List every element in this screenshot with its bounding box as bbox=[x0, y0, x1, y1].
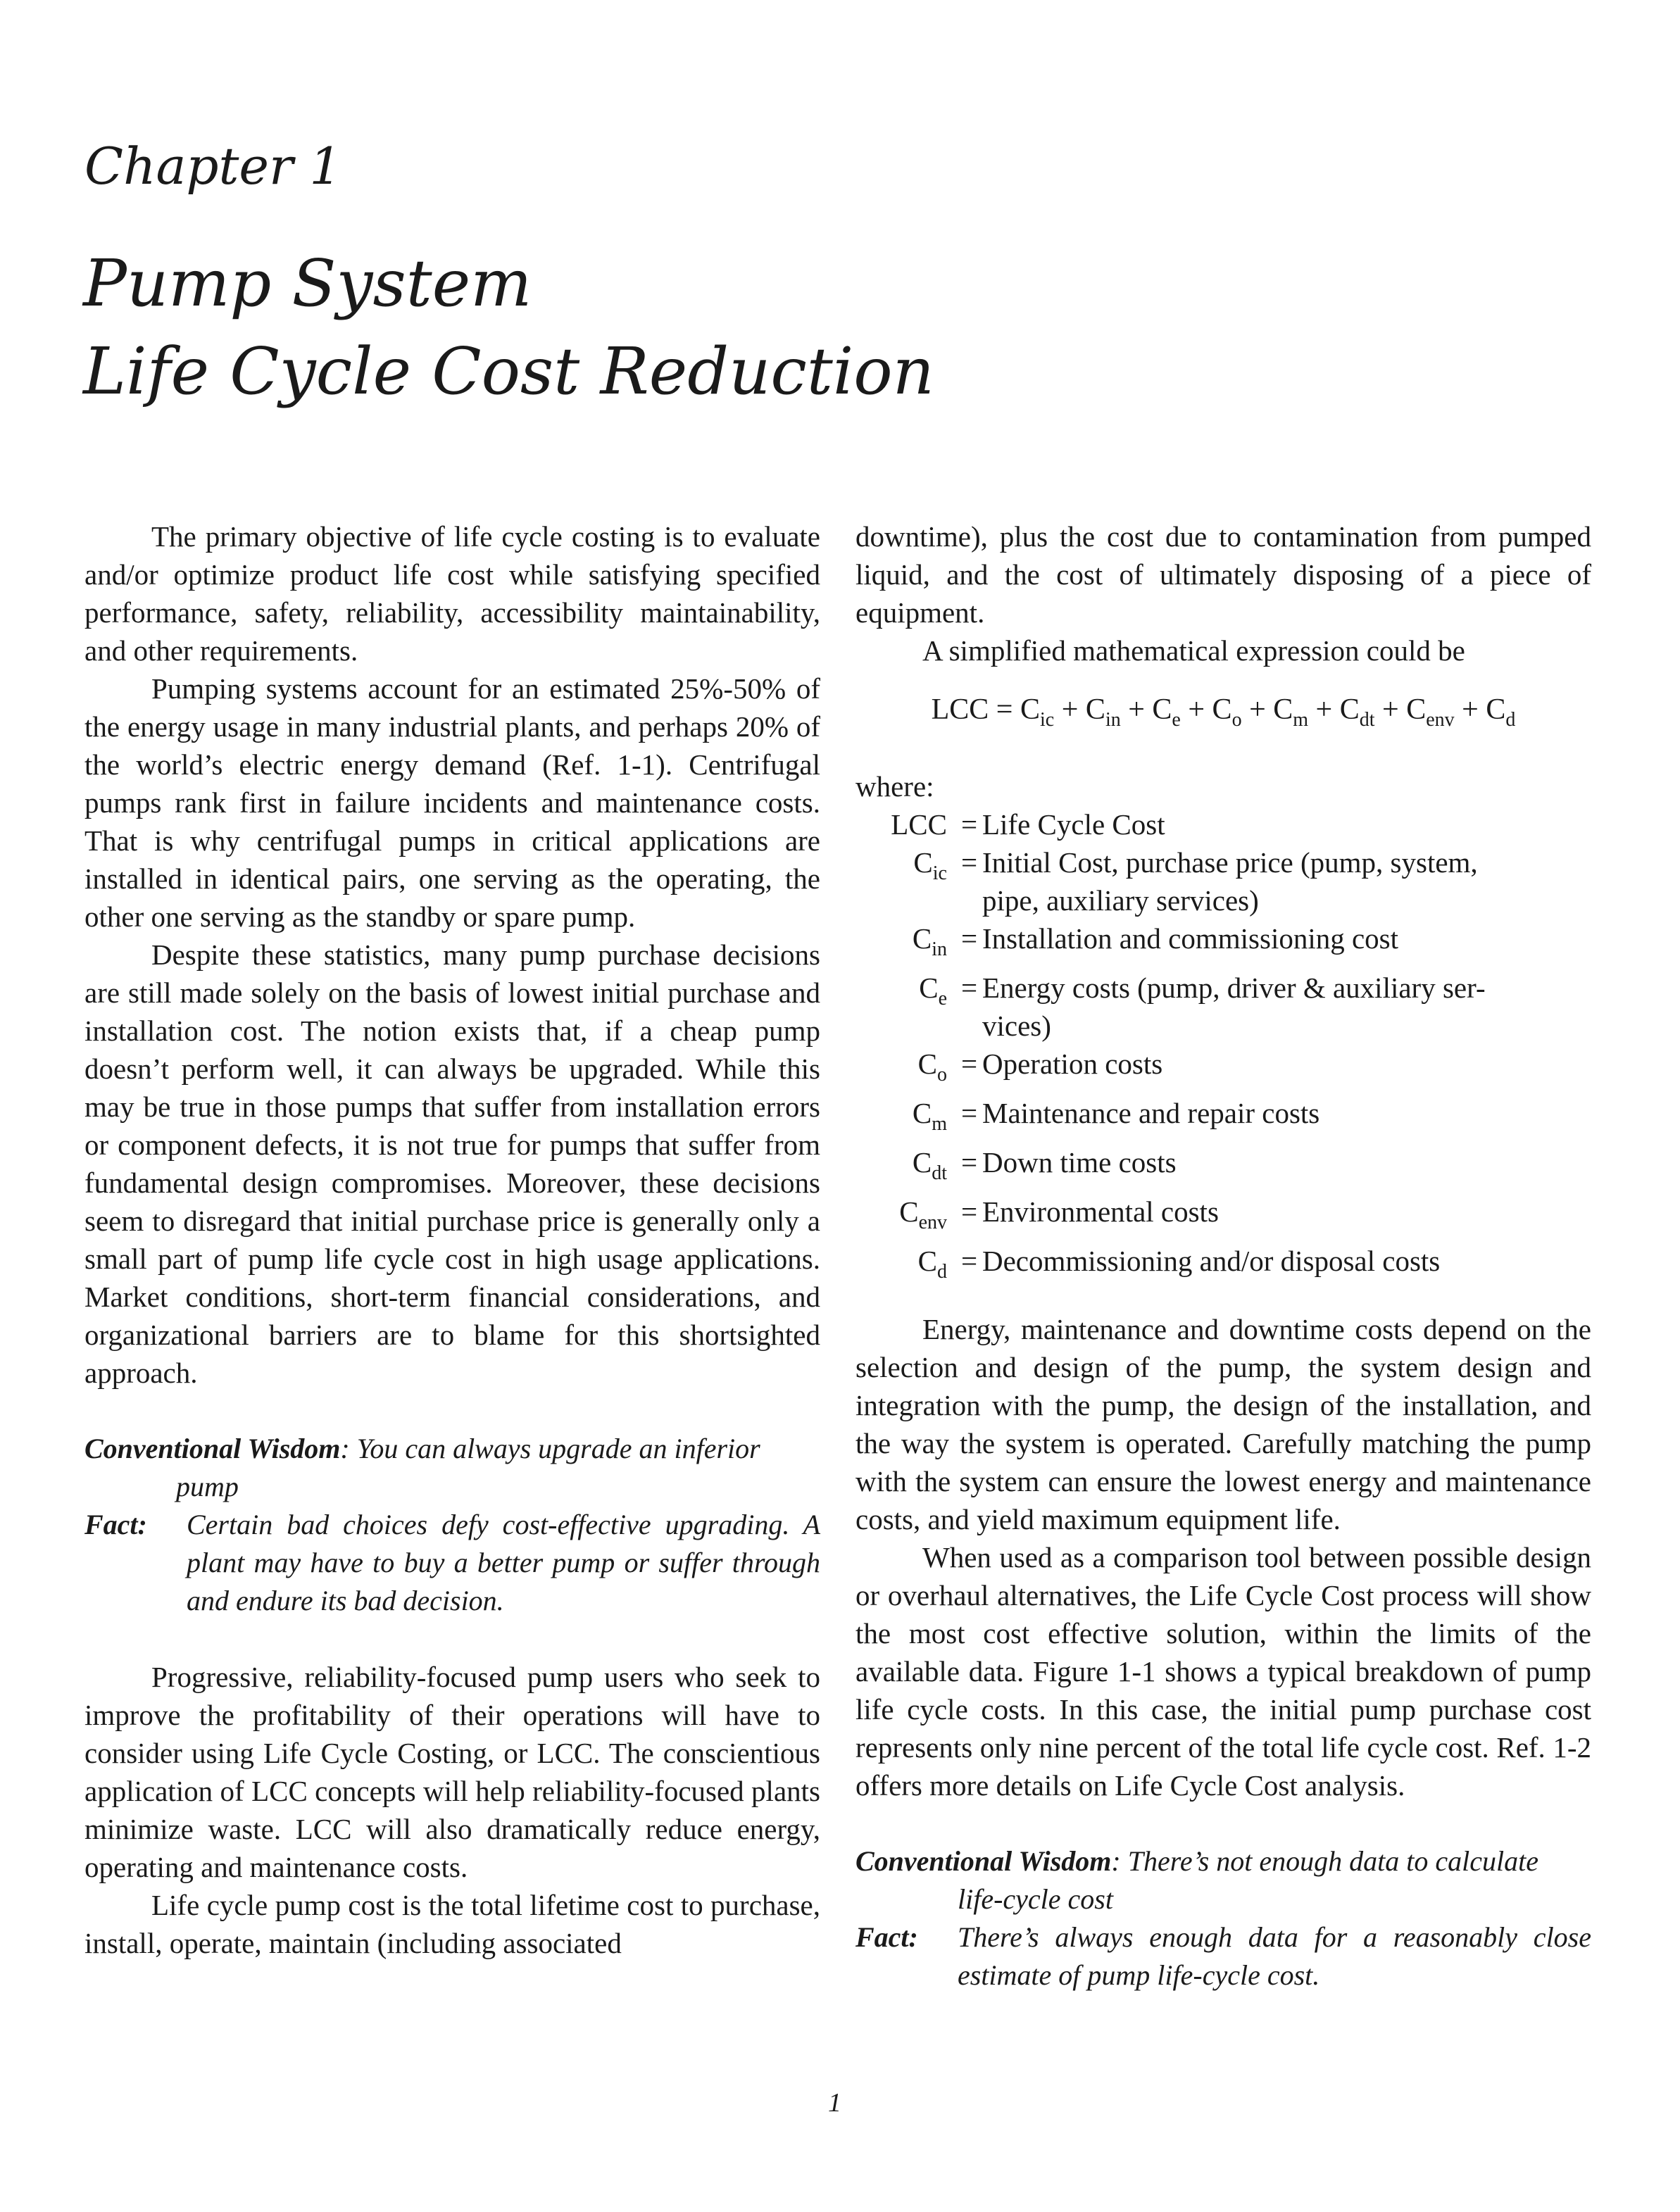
definition-equals: = bbox=[961, 1097, 978, 1129]
definition-subscript: e bbox=[938, 988, 947, 1010]
paragraph: Pumping systems account for an estimated 25%-50% of the energy usage in many industrial plants, and perhaps 20% of the world’s electric energy demand (Ref. 1-1). Centrifugal pumps rank first in failure incidents and maintenance costs. That is why centrifugal pumps in critical applications are installed in identical pairs, one serving as the operating, the other one serving as the standby or spare pump. bbox=[84, 672, 820, 933]
definition-equals: = bbox=[961, 1245, 978, 1277]
definition-text: Operation costs bbox=[982, 1048, 1163, 1080]
wisdom-line bbox=[855, 1842, 1591, 1880]
formula-subscript: d bbox=[1505, 709, 1516, 731]
lcc-formula bbox=[855, 691, 1591, 739]
paragraph: A simplified mathematical expression could be bbox=[922, 634, 1465, 667]
definition-equals: = bbox=[961, 808, 978, 841]
wisdom-line bbox=[84, 1430, 820, 1468]
definition-text: Decommissioning and/or disposal costs bbox=[982, 1245, 1441, 1277]
definition-subscript: in bbox=[932, 938, 947, 960]
definition-symbol: $C_m$ bbox=[912, 1097, 947, 1135]
definition-row bbox=[855, 843, 1591, 919]
wisdom-text: : You can always upgrade an inferior bbox=[340, 1433, 760, 1464]
definition-subscript: dt bbox=[932, 1162, 947, 1184]
spacer bbox=[855, 1291, 1591, 1310]
definition-equals: = bbox=[961, 972, 978, 1004]
chapter-title-line-1: Pump System bbox=[83, 246, 532, 321]
chapter-title bbox=[83, 239, 934, 415]
definition-text: Energy costs (pump, driver & auxiliary ser- vices) bbox=[982, 972, 1486, 1042]
conventional-wisdom-box bbox=[84, 1430, 820, 1620]
spacer bbox=[855, 1804, 1591, 1842]
definition-subscript: m bbox=[932, 1113, 947, 1135]
definition-text: Maintenance and repair costs bbox=[982, 1097, 1320, 1129]
definition-symbol: $C_{ic}$ bbox=[913, 846, 947, 884]
where-label: where: bbox=[855, 770, 934, 803]
definition-row bbox=[855, 1143, 1591, 1193]
fact-label: Fact: bbox=[84, 1509, 147, 1540]
definitions-list bbox=[855, 805, 1591, 1291]
definition-equals: = bbox=[961, 846, 978, 879]
formula-operator: + C bbox=[1308, 693, 1360, 726]
formula-operator: + C bbox=[1054, 693, 1105, 726]
chapter-label: Chapter 1 bbox=[84, 137, 342, 196]
definition-equals: = bbox=[961, 1048, 978, 1080]
fact-text: There’s always enough data for a reasonably close estimate of pump life-cycle cost. bbox=[958, 1921, 1591, 1991]
formula-subscript: env bbox=[1426, 709, 1455, 731]
conventional-wisdom-box bbox=[855, 1842, 1591, 1994]
definition-row bbox=[855, 969, 1591, 1045]
definition-symbol: $C_{dt}$ bbox=[912, 1146, 947, 1184]
definition-row bbox=[855, 919, 1591, 969]
formula-subscript: in bbox=[1105, 709, 1121, 731]
paragraph: downtime), plus the cost due to contamination from pumped liquid, and the cost of ultimately disposing of a piece of equipment. bbox=[855, 520, 1591, 629]
definition-equals: = bbox=[961, 922, 978, 955]
definition-symbol: $C_{env}$ bbox=[899, 1195, 947, 1233]
wisdom-continuation: pump bbox=[176, 1471, 239, 1502]
spacer bbox=[84, 1620, 820, 1658]
wisdom-label: Conventional Wisdom bbox=[855, 1845, 1112, 1877]
fact-text: Certain bad choices defy cost-effective upgrading. A plant may have to buy a better pump or suffer through and endure its bad decision. bbox=[187, 1509, 820, 1616]
paragraph: Life cycle pump cost is the total lifetime cost to purchase, install, operate, maintain (including associated bbox=[84, 1889, 820, 1959]
wisdom-text: : There’s not enough data to calculate bbox=[1111, 1845, 1539, 1877]
paragraph: Progressive, reliability-focused pump users who seek to improve the profitability of their operations will have to consider using Life Cycle Costing, or LCC. The conscientious application of LCC concepts will help reliability-focused plants minimize waste. LCC will also dramatically reduce energy, operating and maintenance costs. bbox=[84, 1661, 820, 1883]
paragraph: The primary objective of life cycle costing is to evaluate and/or optimize product life cost while satisfying specified performance, safety, reliability, accessibility maintainability, and other requirements. bbox=[84, 520, 820, 667]
formula-subscript: dt bbox=[1359, 709, 1375, 731]
definition-row bbox=[855, 1094, 1591, 1143]
paragraph: When used as a comparison tool between possible design or overhaul alternatives, the Life Cycle Cost process will show the most cost effective solution, within the limits of the available data. Figure 1-1 shows a typical breakdown of pump life cycle costs. In this case, the initial pump purchase cost represents only nine percent of the total life cycle cost. Ref. 1-2 offers more details on Life Cycle Cost analysis. bbox=[855, 1541, 1591, 1802]
definition-text: Life Cycle Cost bbox=[982, 808, 1165, 841]
formula-operator: + C bbox=[1454, 693, 1506, 726]
definition-symbol: $C_d$ bbox=[917, 1245, 947, 1283]
definition-subscript: d bbox=[937, 1261, 947, 1283]
definition-symbol: LCC bbox=[891, 808, 947, 841]
formula-lhs: LCC = C bbox=[931, 693, 1041, 726]
paragraph: Despite these statistics, many pump purchase decisions are still made solely on the basis of lowest initial purchase and installation cost. The notion exists that, if a cheap pump doesn’t perform well, it can always be upgraded. While this may be true in those pumps that suffer from installation errors or component defects, it is not true for pumps that suffer from fundamental design compromises. Moreover, these decisions seem to disregard that initial purchase price is generally only a small part of pump life cycle cost in high usage applications. Market conditions, short-term financial considerations, and organizational barriers are to blame for this shortsighted approach. bbox=[84, 938, 820, 1389]
definition-subscript: o bbox=[937, 1064, 947, 1086]
definition-subscript: env bbox=[918, 1212, 947, 1233]
formula-operator: + C bbox=[1374, 693, 1427, 726]
formula-subscript: ic bbox=[1040, 709, 1055, 731]
chapter-title-line-2: Life Cycle Cost Reduction bbox=[83, 334, 934, 409]
spacer bbox=[84, 1392, 820, 1430]
definition-text: Environmental costs bbox=[982, 1195, 1219, 1228]
formula-subscript: e bbox=[1172, 709, 1181, 731]
definition-equals: = bbox=[961, 1195, 978, 1228]
definition-subscript: ic bbox=[932, 862, 947, 884]
definition-symbol: $C_e$ bbox=[919, 972, 947, 1010]
formula-subscript: o bbox=[1231, 709, 1242, 731]
definition-row bbox=[855, 805, 1591, 843]
definition-row bbox=[855, 1045, 1591, 1094]
right-column bbox=[855, 517, 1591, 1994]
fact-row bbox=[84, 1506, 820, 1620]
formula-operator: + C bbox=[1120, 693, 1172, 726]
formula-subscript: m bbox=[1293, 709, 1309, 731]
formula-operator: + C bbox=[1180, 693, 1232, 726]
page-number: 1 bbox=[828, 2088, 841, 2118]
fact-row bbox=[855, 1918, 1591, 1994]
definition-row bbox=[855, 1242, 1591, 1291]
definition-equals: = bbox=[961, 1146, 978, 1179]
definition-text: Installation and commissioning cost bbox=[982, 922, 1399, 955]
wisdom-continuation: life-cycle cost bbox=[958, 1883, 1113, 1915]
definition-symbol: $C_o$ bbox=[917, 1048, 947, 1086]
left-column bbox=[84, 517, 820, 1962]
definition-text: Down time costs bbox=[982, 1146, 1177, 1179]
formula-operator: + C bbox=[1241, 693, 1293, 726]
definition-row bbox=[855, 1193, 1591, 1242]
wisdom-label: Conventional Wisdom bbox=[84, 1433, 341, 1464]
fact-label: Fact: bbox=[855, 1921, 918, 1953]
definition-symbol: $C_{in}$ bbox=[912, 922, 947, 960]
definition-text: Initial Cost, purchase price (pump, system, pipe, auxiliary services) bbox=[982, 846, 1478, 917]
paragraph: Energy, maintenance and downtime costs depend on the selection and design of the pump, the system design and integration with the pump, the design of the installation, and the way the system is operated. Carefully matching the pump with the system can ensure the lowest energy and maintenance costs, and yield maximum equipment life. bbox=[855, 1313, 1591, 1535]
